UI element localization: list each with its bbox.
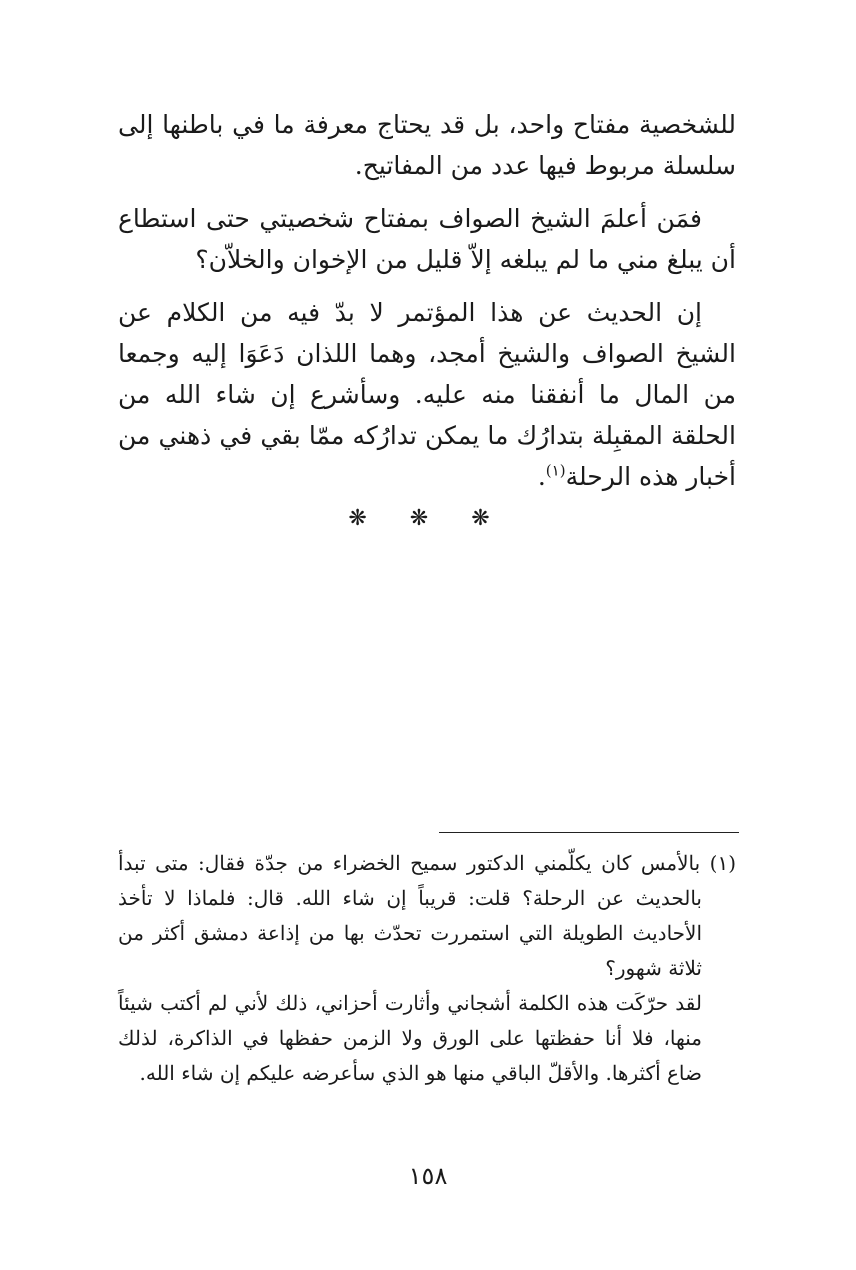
paragraph-3-end: .: [537, 462, 546, 491]
body-text: [118, 104, 736, 509]
paragraph-3-text: إن الحديث عن هذا المؤتمر لا بدّ فيه من الكلام عن الشيخ الصواف والشيخ أمجد، وهما اللذان دَعَوَا إليه وجمعا من المال ما أنفقنا منه عليه. وسأشرع إن شاء الله من الحلقة المقبِلة بتدارُك ما يمكن تدارُكه ممّا بقي في ذهني من أخبار هذه الرحلة: [118, 298, 736, 491]
paragraph-2: فمَن أعلمَ الشيخ الصواف بمفتاح شخصيتي حتى استطاع أن يبلغ مني ما لم يبلغه إلاّ قليل من الإخوان والخلاّن؟: [118, 204, 736, 274]
paragraph-3: [118, 292, 736, 497]
footnote-divider: [439, 832, 739, 833]
page-number: ١٥٨: [408, 1162, 448, 1190]
footnote-reference[interactable]: (١): [545, 461, 566, 480]
footnote-1-continuation: لقد حرّكَت هذه الكلمة أشجاني وأثارت أحزاني، ذلك لأني لم أكتب شيئاً منها، فلا أنا حفظتها على الورق ولا الزمن حفظها في الذاكرة، لذلك ضاع أكثرها. والأقلّ الباقي منها هو الذي سأعرضه عليكم إن شاء الله.: [118, 991, 702, 1085]
footnotes: [118, 846, 736, 1091]
section-separator: ❋ ❋ ❋: [348, 506, 508, 531]
paragraph-1: للشخصية مفتاح واحد، بل قد يحتاج معرفة ما في باطنها إلى سلسلة مربوط فيها عدد من المفاتيح.: [118, 110, 736, 180]
footnote-1: (١) بالأمس كان يكلّمني الدكتور سميح الخضراء من جدّة فقال: متى تبدأ بالحديث عن الرحلة؟ قلت: قريباً إن شاء الله. قال: فلماذا لا تأخذ الأحاديث الطويلة التي استمررت تحدّث بها من إذاعة دمشق أكثر من ثلاثة شهور؟: [118, 851, 736, 980]
